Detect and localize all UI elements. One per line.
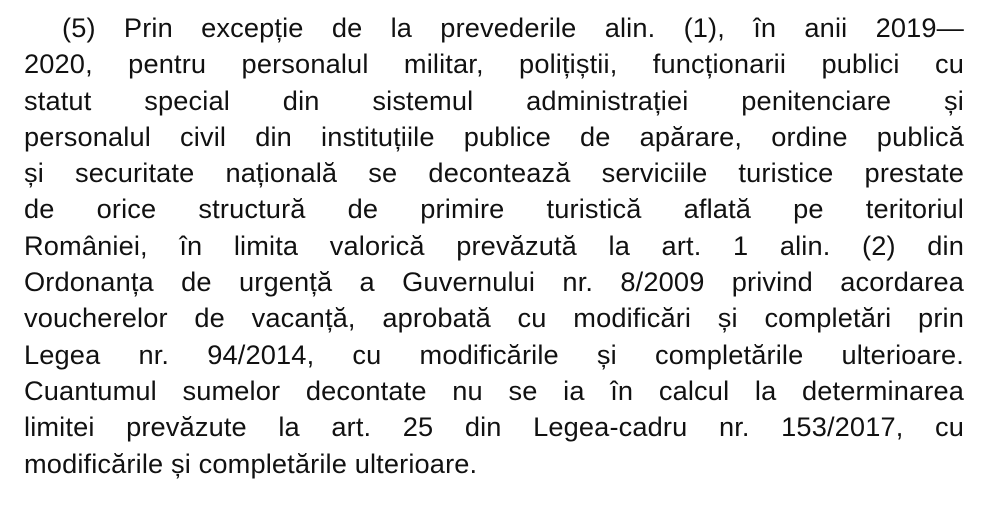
text-line: 2020, pentru personalul militar, polițiștii, funcționarii publici cu xyxy=(24,48,964,80)
text-line: personalul civil din instituțiile publice de apărare, ordine publică xyxy=(24,120,964,152)
paragraph-5 xyxy=(24,10,964,482)
text-line: Legea nr. 94/2014, cu modificările și completările ulterioare. xyxy=(24,338,964,370)
text-line: și securitate națională se decontează serviciile turistice prestate xyxy=(24,157,964,189)
text-line: de orice structură de primire turistică aflată pe teritoriul xyxy=(24,193,964,225)
text-line: voucherelor de vacanță, aprobată cu modificări și completări prin xyxy=(24,302,964,334)
text-line: (5) Prin excepție de la prevederile alin. (1), în anii 2019— xyxy=(62,12,964,43)
text-line: României, în limita valorică prevăzută la art. 1 alin. (2) din xyxy=(24,229,964,261)
text-line: limitei prevăzute la art. 25 din Legea-cadru nr. 153/2017, cu xyxy=(24,411,964,443)
text-line: Cuantumul sumelor decontate nu se ia în calcul la determinarea xyxy=(24,374,964,406)
text-line: modificările și completările ulterioare. xyxy=(24,447,478,479)
text-line: statut special din sistemul administrației penitenciare și xyxy=(24,84,964,116)
text-line: Ordonanța de urgență a Guvernului nr. 8/2009 privind acordarea xyxy=(24,266,964,298)
